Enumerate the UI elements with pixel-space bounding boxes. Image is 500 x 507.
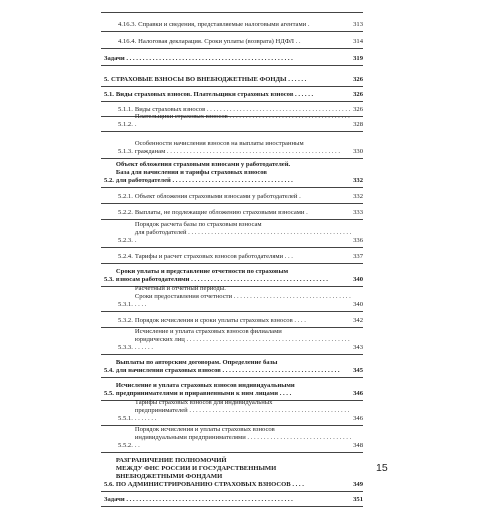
toc-entry: [101, 378, 363, 401]
toc-dot-leader: . . . . . . . . . . . . . . . . . . . . . . . . . . . . . . . . . . . . .: [170, 177, 293, 185]
toc-entry-page: 348: [353, 442, 363, 450]
toc-entry-number: 5.5.2.: [118, 442, 133, 450]
toc-entry: [101, 49, 363, 66]
toc-entry-title: [116, 457, 352, 490]
toc-entry-page: 346: [353, 415, 363, 423]
toc-entry-title-text: Виды страховых взносов. Плательщики страховых взносов: [115, 91, 294, 99]
toc-entry-title-text: Тарифы и расчет страховых взносов работодателями: [134, 253, 284, 261]
toc-entry: [101, 328, 363, 355]
toc-entry-number: 5.1.1.: [118, 106, 133, 114]
toc-entry-number: 5.1.3.: [118, 148, 133, 156]
toc-entry: [101, 113, 363, 132]
toc-entry-page: 326: [353, 106, 363, 114]
toc-entry-title-text: Расчетный и отчетный периоды. Сроки предоставления отчетности: [134, 284, 233, 301]
toc-dot-leader: .: [306, 21, 310, 29]
toc-entry-title-text: Исчисление и уплата страховых взносов филиалами юридических лиц: [134, 327, 282, 344]
toc-entry-page: 342: [353, 317, 363, 325]
toc-entry-title: [135, 140, 352, 156]
toc-entry-title: [116, 359, 352, 375]
toc-entry: [101, 159, 363, 188]
toc-entry-number: 5.6.: [104, 481, 114, 489]
toc-entry-title: [116, 268, 352, 284]
toc-entry-page: 337: [353, 253, 363, 261]
toc-entry-title: [111, 76, 352, 84]
toc-entry-page: 326: [353, 76, 363, 84]
toc-dot-leader: . . . . . . . . . . . . . . . . . . . . . . . . . . . . . . . . . . . . . . . . . . . . . . . . . . . . .: [165, 148, 340, 156]
toc-entry: [101, 132, 363, 159]
toc-entry-number: 5.4.: [104, 367, 114, 375]
toc-entry-page: 340: [353, 301, 363, 309]
toc-dot-leader: . . . . . . . . . . . . . . . . . . . . . . . . . . . . . . . . . . . .: [220, 367, 340, 375]
toc-entry-title-text: Задачи: [104, 496, 125, 504]
toc-entry: [101, 312, 363, 328]
toc-dot-leader: . . .: [283, 253, 293, 261]
page-number: 15: [376, 462, 388, 474]
toc-entry-page: 330: [353, 148, 363, 156]
toc-entry-page: 332: [353, 193, 363, 201]
toc-entry-number: 5.3.: [104, 276, 114, 284]
toc-entry-title-text: Налоговая декларация. Сроки уплаты (возврата) НДФЛ: [138, 38, 294, 46]
toc-entry-title: [135, 399, 352, 424]
toc-entry-title: [135, 317, 352, 325]
toc-entry-page: 343: [353, 344, 363, 352]
toc-entry-title-text: Тарифы страховых взносов для индивидуальных предпринимателей: [134, 398, 273, 415]
toc-entry-title-text: Выплаты, не подлежащие обложению страховыми взносами: [134, 209, 305, 217]
toc-entry-title: [104, 496, 352, 504]
table-of-contents: [101, 12, 363, 507]
toc-dot-leader: .: [297, 193, 301, 201]
toc-entry-title: [135, 221, 352, 246]
toc-entry-title-text: Порядок исчисления и сроки уплаты страховых взносов: [134, 317, 293, 325]
toc-entry: [101, 355, 363, 378]
toc-entry: [101, 220, 363, 248]
toc-entry-title-text: Справки и сведения, представляемые налоговыми агентами: [138, 21, 307, 29]
toc-entry: [101, 284, 363, 312]
toc-entry: [101, 426, 363, 453]
toc-dot-leader: . . . . . . . . . . . . . . . . . . . . . . . . . . . . . . . . . . . . . .: [134, 113, 350, 129]
toc-entry-title: [135, 328, 352, 353]
toc-entry-title-text: РАЗГРАНИЧЕНИЕ ПОЛНОМОЧИЙ МЕЖДУ ФНС РОССИИ И ГОСУДАРСТВЕННЫМИ ВНЕБЮДЖЕТНЫМИ ФОНДАМИ ПО АДМИНИСТРИРОВАНИЮ СТРАХОВЫХ ВЗНОСОВ: [115, 456, 291, 489]
toc-entry-number: 5.3.2.: [118, 317, 133, 325]
toc-entry-page: 345: [353, 367, 363, 375]
toc-entry-title-text: Сроки уплаты и представление отчетности по страховым взносам работодателями: [115, 268, 289, 284]
toc-entry-number: 5.1.: [104, 91, 114, 99]
toc-entry-page: 346: [353, 390, 363, 398]
toc-entry: [101, 204, 363, 220]
toc-entry-number: 5.2.2.: [118, 209, 133, 217]
toc-entry: [101, 13, 363, 32]
toc-dot-leader: . .: [293, 38, 301, 46]
toc-entry-number: 4.16.3.: [118, 21, 137, 29]
toc-dot-leader: . . . . . .: [293, 91, 314, 99]
toc-dot-leader: . . . .: [290, 481, 304, 489]
toc-entry-title-text: Объект обложения страховыми взносами у работодателей: [134, 193, 298, 201]
toc-entry-number: 5.3.3.: [118, 344, 133, 352]
toc-entry-title: [138, 38, 352, 46]
toc-entry-page: 332: [353, 177, 363, 185]
toc-entry-title: [104, 55, 352, 63]
toc-dot-leader: . . . . . . . . . . . . . . . . . . . . . . . . . . . . . . . . . . . . . . . .: [134, 293, 351, 309]
toc-dot-leader: . . . . . . . . . . . . . . . . . . . . . . . . . . . . . . . . . . . . . . . . . . . . . . . . . . . . . . . .: [134, 336, 350, 352]
toc-entry: [101, 398, 363, 426]
toc-entry-title: [135, 253, 352, 261]
toc-entry-number: 5.1.2.: [118, 121, 133, 129]
toc-entry-title: [116, 91, 352, 99]
toc-entry-title-text: СТРАХОВЫЕ ВЗНОСЫ ВО ВНЕБЮДЖЕТНЫЕ ФОНДЫ: [110, 76, 287, 84]
toc-dot-leader: . . . . . . . . . . . . . . . . . . . . . . . . . . . . . . . . . . . . . . . . . . . . . . . . . . .: [124, 55, 293, 63]
toc-entry-page: 333: [353, 209, 363, 217]
toc-entry-title-text: Объект обложения страховыми взносами у работодателей. База для начисления и тарифы страховых взносов для работодателей: [115, 160, 291, 185]
toc-entry-page: 349: [353, 481, 363, 489]
toc-entry-number: 5.: [104, 76, 109, 84]
toc-dot-leader: .: [304, 209, 308, 217]
toc-entry-page: 319: [353, 55, 363, 63]
toc-entry-title-text: Плательщики страховых взносов: [134, 113, 228, 121]
toc-dot-leader: . . . . . . . . . . . . . . . . . . . . . . . . . . . . . . . . . . . . . . . . . .: [189, 276, 328, 284]
toc-entry-title-text: Порядок расчета базы по страховым взносам для работодателей: [134, 220, 262, 237]
toc-entry: [101, 32, 363, 49]
toc-entry-title-text: Выплаты по авторским договорам. Определение базы для начисления страховых взносов: [115, 359, 278, 375]
toc-dot-leader: . . . .: [292, 317, 306, 325]
toc-dot-leader: . . . . . . . . . . . . . . . . . . . . . . . . . . . . . . . . . . . . . . . . . . . .: [205, 106, 351, 114]
toc-entry-title: [135, 426, 352, 451]
toc-entry: [101, 453, 363, 492]
toc-entry-number: 5.5.: [104, 390, 114, 398]
toc-entry-page: 351: [353, 496, 363, 504]
toc-entry-title: [135, 209, 352, 217]
toc-entry-title: [135, 285, 352, 310]
toc-entry: [101, 248, 363, 264]
toc-dot-leader: . . . . . . . . . . . . . . . . . . . . . . . . . . . . . . . . . .: [134, 434, 352, 450]
toc-entry-title: [116, 382, 352, 398]
toc-entry: [101, 264, 363, 287]
toc-entry-title-text: Исчисление и уплата страховых взносов индивидуальными предпринимателями и приравненными к ним лицами: [115, 382, 295, 398]
toc-dot-leader: . . . . . . . . . . . . . . . . . . . . . . . . . . . . . . . . . . . . . . . . . . . . . . . . . . .: [124, 496, 293, 504]
toc-entry-number: 5.2.1.: [118, 193, 133, 201]
toc-entry-page: 326: [353, 91, 363, 99]
toc-entry: [101, 188, 363, 204]
toc-entry-title: [135, 193, 352, 201]
toc-dot-leader: . . . . . .: [286, 76, 307, 84]
toc-entry-number: 5.2.4.: [118, 253, 133, 261]
toc-entry: [101, 66, 363, 87]
toc-entry-number: 5.2.3.: [118, 237, 133, 245]
toc-entry-title-text: Особенности начисления взносов на выплаты иностранным гражданам: [134, 140, 304, 156]
toc-entry-page: 314: [353, 38, 363, 46]
toc-entry-title-text: Виды страховых взносов: [134, 106, 206, 114]
toc-dot-leader: . . . .: [278, 390, 292, 398]
toc-entry-page: 336: [353, 237, 363, 245]
toc-entry-title: [116, 161, 352, 186]
toc-entry-page: 340: [353, 276, 363, 284]
toc-entry-title-text: Порядок исчисления и уплаты страховых взносов индивидуальными предпринимателями: [134, 425, 275, 442]
toc-entry-title: [135, 113, 352, 129]
toc-dot-leader: . . . . . . . . . . . . . . . . . . . . . . . . . . . . . . . . . . . . . . . . . . . . . . . . . . . . . . . .: [134, 407, 350, 423]
toc-entry-title: [138, 21, 352, 29]
toc-entry-number: 5.2.: [104, 177, 114, 185]
toc-entry: [101, 87, 363, 102]
toc-entry-page: 313: [353, 21, 363, 29]
toc-entry-number: 5.5.1.: [118, 415, 133, 423]
toc-entry-number: 4.16.4.: [118, 38, 137, 46]
toc-dot-leader: . . . . . . . . . . . . . . . . . . . . . . . . . . . . . . . . . . . . . . . . . . . . . . . . . . .: [134, 229, 352, 245]
toc-entry-number: 5.3.1.: [118, 301, 133, 309]
toc-entry-page: 328: [353, 121, 363, 129]
toc-entry-title-text: Задачи: [104, 55, 125, 63]
